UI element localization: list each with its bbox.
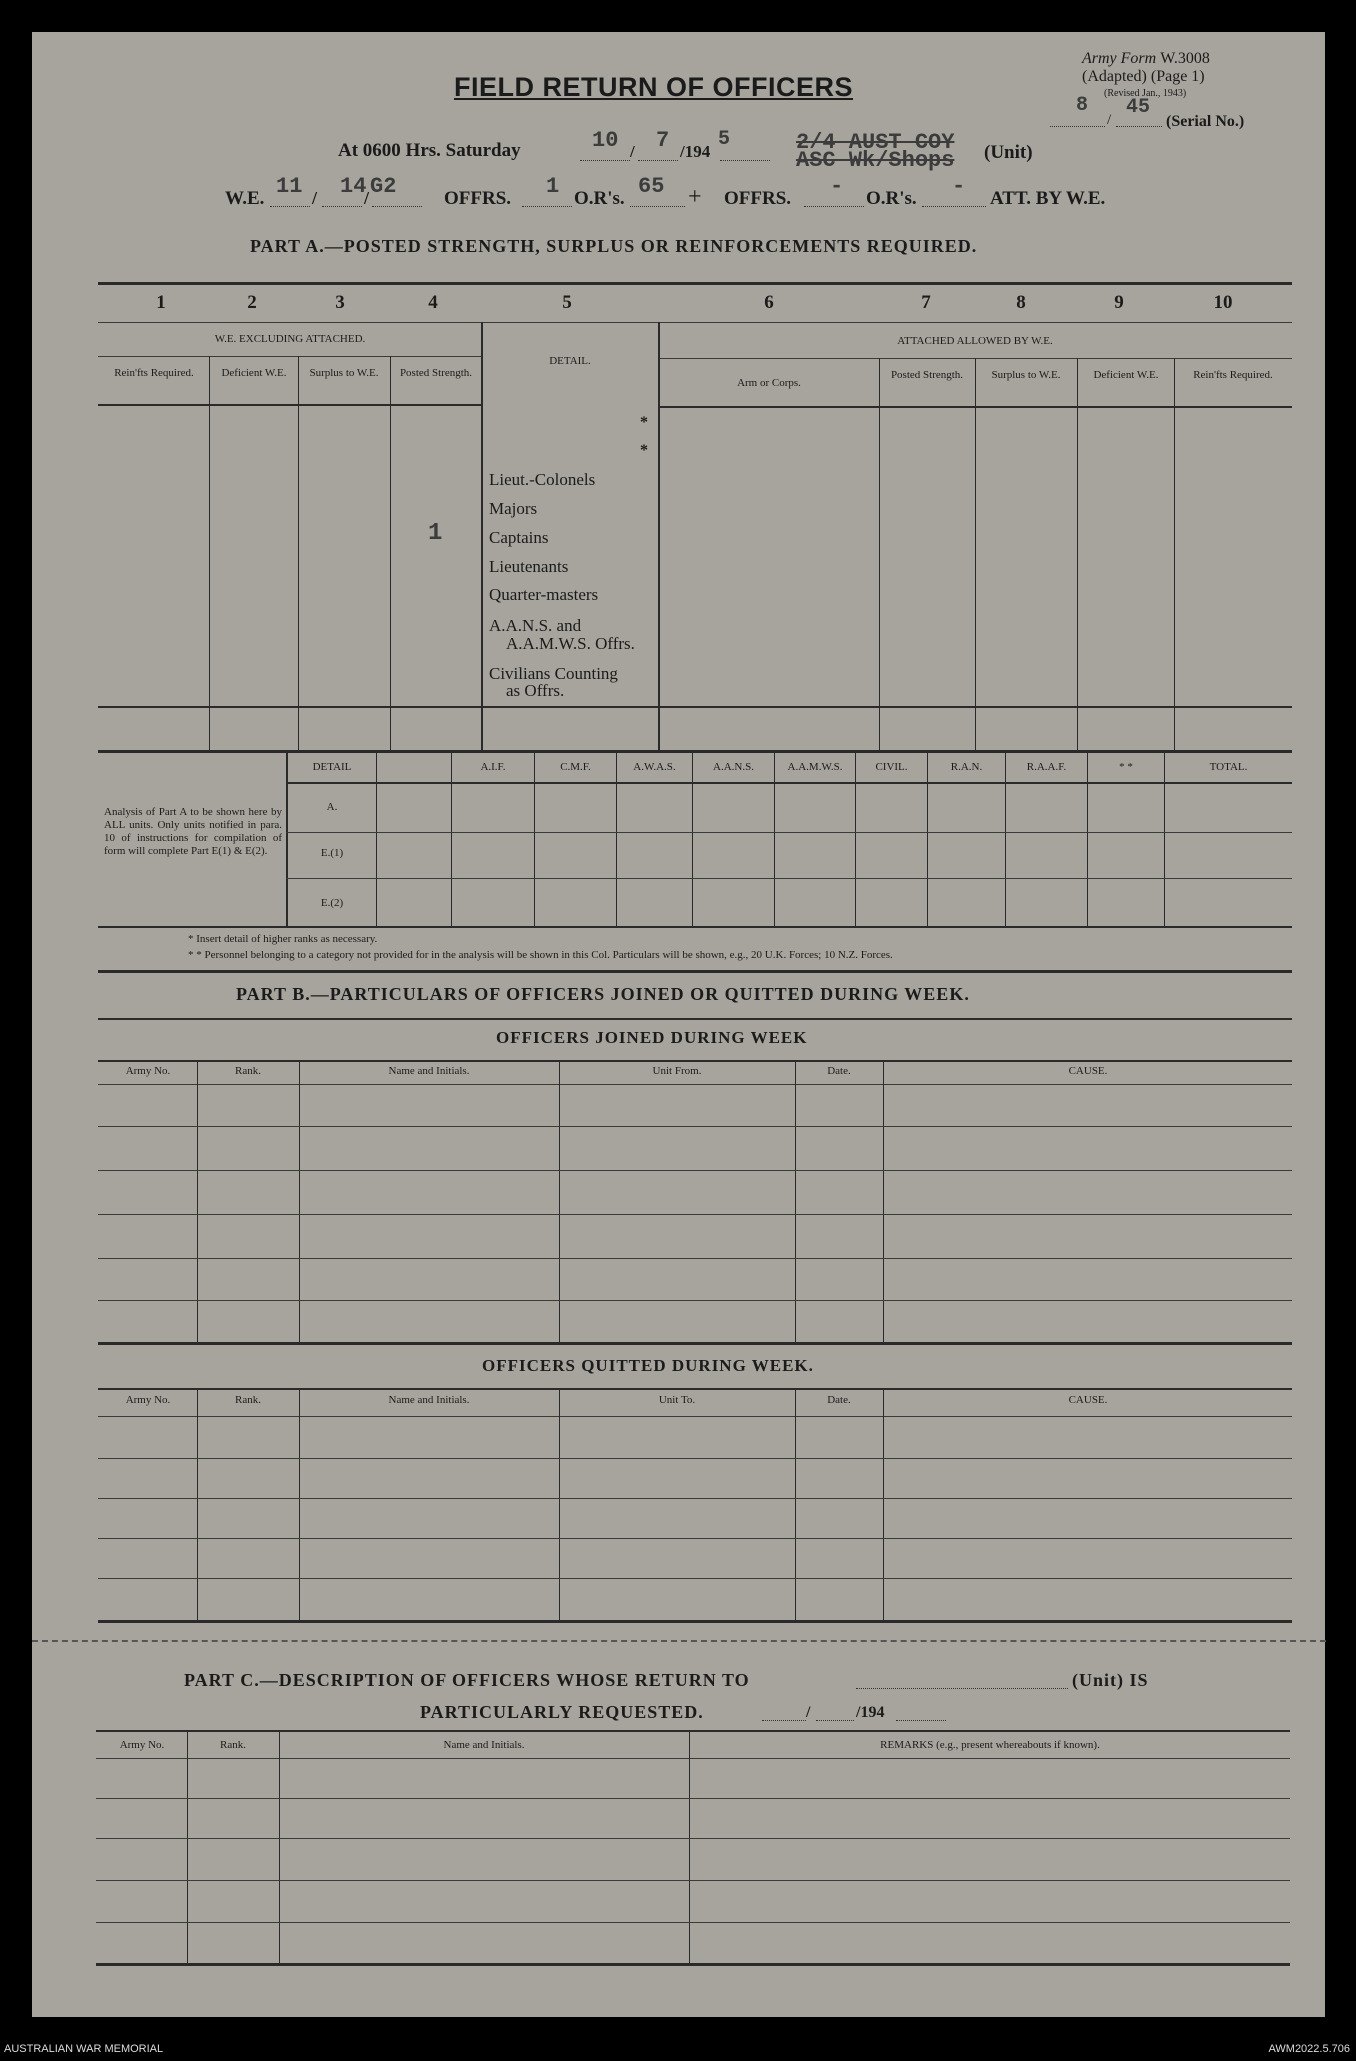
part-c-header-rule (96, 1758, 1290, 1759)
joined-col-unit-from: Unit From. (652, 1065, 702, 1077)
col-deficient: Deficient W.E. (221, 367, 287, 379)
rank-captains: Captains (489, 528, 549, 547)
part-c-heading-2: PARTICULARLY REQUESTED. (420, 1702, 704, 1722)
serial-label: (Serial No.) (1166, 113, 1245, 130)
part-c-date-line-1 (762, 1720, 806, 1721)
unit-typed-1: 2/4 AUST COY (796, 130, 955, 155)
aans-line-1: A.A.N.S. and (489, 616, 582, 635)
we-line-3 (372, 206, 422, 207)
we-value-2: 14 (340, 174, 367, 199)
vline-b3 (534, 752, 535, 926)
quitted-row-1 (98, 1458, 1292, 1459)
serial-typed: 8 (1076, 94, 1089, 117)
joined-col-date: Date. (827, 1065, 851, 1077)
serial-typed-2: 45 (1126, 96, 1151, 119)
vline-b4 (616, 752, 617, 926)
vline-c1 (187, 1730, 188, 1964)
analysis-h-detail: DETAIL (312, 761, 352, 773)
col-number-5: 5 (562, 292, 572, 313)
date-year: 5 (718, 128, 731, 151)
col-number-9: 9 (1114, 292, 1124, 313)
analysis-row-e2: E.(2) (320, 897, 344, 909)
we-value-1: 11 (276, 174, 303, 199)
part-c-row-3 (96, 1880, 1290, 1881)
part-c-col-army-no: Army No. (119, 1739, 165, 1751)
quitted-row-4 (98, 1578, 1292, 1579)
col-deficient-2: Deficient W.E. (1093, 369, 1159, 381)
vline-q1 (197, 1388, 198, 1620)
part-a-bottom-rule (98, 750, 1292, 753)
vline-q5 (883, 1388, 884, 1620)
col-number-4: 4 (428, 292, 438, 313)
col-number-6: 6 (764, 292, 774, 313)
col-surplus: Surplus to W.E. (309, 367, 379, 379)
quitted-col-army-no: Army No. (125, 1394, 171, 1406)
footer-accession: AWM2022.5.706 (1268, 2043, 1350, 2055)
col-number-3: 3 (335, 292, 345, 313)
col-number-8: 8 (1016, 292, 1026, 313)
vline-a2 (298, 356, 299, 750)
analysis-h-aamws: A.A.M.W.S. (787, 761, 843, 773)
offrs2-label: OFFRS. (724, 188, 792, 209)
army-form-label (1082, 50, 1210, 68)
vline-a1 (209, 356, 210, 750)
rank-majors: Majors (489, 499, 538, 518)
quitted-cols-top (98, 1388, 1292, 1390)
attached-allowed-header: ATTACHED ALLOWED BY W.E. (897, 335, 1053, 347)
col-number-10: 10 (1213, 292, 1233, 313)
vline-a9 (1174, 358, 1175, 752)
joined-col-name: Name and Initials. (388, 1065, 470, 1077)
analysis-h-civil: CIVIL. (875, 761, 908, 773)
analysis-row-rule-1 (286, 832, 1292, 833)
part-c-col-rank: Rank. (220, 1739, 246, 1751)
part-a-top-rule (98, 282, 1292, 285)
vline-a7 (975, 358, 976, 752)
analysis-h-total: TOTAL. (1209, 761, 1248, 773)
part-a-heading: PART A.—POSTED STRENGTH, SURPLUS OR REINFORCEMENTS REQUIRED. (250, 236, 978, 256)
plus-sign: + (688, 184, 702, 210)
joined-heading: OFFICERS JOINED DURING WEEK (496, 1028, 808, 1047)
serial-line-2 (1116, 126, 1162, 127)
date-year-prefix: /194 (680, 142, 711, 161)
footnote-2: * * Personnel belonging to a category not provided for in the analysis will be shown in this Col. Particulars will be shown, e.g., 20 U.K. Forces; 10 N.Z. Forces. (188, 949, 893, 961)
offrs2-value: - (830, 174, 844, 199)
att-label: ATT. BY W.E. (990, 188, 1106, 209)
analysis-row-e1: E.(1) (320, 847, 344, 859)
part-c-unit-line (856, 1688, 1068, 1689)
vline-b11 (1164, 752, 1165, 926)
part-c-col-name: Name and Initials. (443, 1739, 525, 1751)
part-c-row-1 (96, 1798, 1290, 1799)
page-title: FIELD RETURN OF OFFICERS (454, 72, 853, 102)
col-number-7: 7 (921, 292, 931, 313)
ors2-line (922, 206, 986, 207)
col-number-2: 2 (247, 292, 257, 313)
revised-date: (Revised Jan., 1943) (1104, 88, 1187, 99)
colnum-rule (98, 322, 1292, 323)
part-a-totals-rule (98, 706, 1292, 708)
analysis-h-raaf: R.A.A.F. (1026, 761, 1067, 773)
vline-c2 (279, 1730, 280, 1964)
rank-quartermasters: Quarter-masters (489, 585, 599, 604)
analysis-h-ran: R.A.N. (950, 761, 983, 773)
part-b-heading: PART B.—PARTICULARS OF OFFICERS JOINED OR QUITTED DURING WEEK. (236, 984, 970, 1004)
date-year-line (720, 160, 770, 161)
quitted-col-cause: CAUSE. (1068, 1394, 1108, 1406)
quitted-col-name: Name and Initials. (388, 1394, 470, 1406)
joined-col-army-no: Army No. (125, 1065, 171, 1077)
col-reinfts-2: Rein'fts Required. (1193, 369, 1273, 381)
vline-a8 (1077, 358, 1078, 752)
part-b-top-rule (98, 970, 1292, 973)
vline-q3 (559, 1388, 560, 1620)
analysis-h-aif: A.I.F. (480, 761, 506, 773)
footer-credit: AUSTRALIAN WAR MEMORIAL (4, 2043, 164, 2055)
vline-b1 (376, 752, 377, 926)
unit-typed-2: ASC Wk/Shops (796, 148, 955, 173)
vline-a5 (658, 322, 660, 752)
col-posted-2: Posted Strength. (890, 369, 964, 381)
unit-label: (Unit) (984, 142, 1033, 163)
joined-row-2 (98, 1170, 1292, 1171)
joined-col-cause: CAUSE. (1068, 1065, 1108, 1077)
ors-value: 65 (638, 174, 665, 199)
joined-row-1 (98, 1126, 1292, 1127)
joined-top-rule (98, 1018, 1292, 1020)
analysis-h-awas: A.W.A.S. (633, 761, 676, 773)
we-header-bottom (98, 404, 482, 406)
star-1: * (640, 414, 648, 431)
analysis-bottom-rule (98, 926, 1292, 928)
serial-line-1 (1050, 126, 1105, 127)
captains-posted-strength: 1 (428, 520, 443, 547)
civilians-line-2: as Offrs. (506, 681, 565, 700)
detail-header: DETAIL. (549, 355, 591, 367)
vline-c3 (689, 1730, 690, 1964)
quitted-col-date: Date. (827, 1394, 851, 1406)
col-surplus-2: Surplus to W.E. (991, 369, 1061, 381)
vline-b8 (927, 752, 928, 926)
rank-lieutenants: Lieutenants (489, 557, 569, 576)
we-sub-rule (98, 356, 482, 357)
offrs-line (522, 206, 572, 207)
part-c-bottom-rule (96, 1963, 1290, 1966)
ors-label: O.R's. (574, 188, 625, 209)
offrs-label: OFFRS. (444, 188, 512, 209)
quitted-row-3 (98, 1538, 1292, 1539)
part-c-date-line-3 (896, 1720, 946, 1721)
tear-line (32, 1640, 1326, 1642)
aans-line-2: A.A.M.W.S. Offrs. (506, 634, 635, 653)
joined-col-rank: Rank. (235, 1065, 261, 1077)
part-c-heading-unit: (Unit) IS (1072, 1670, 1149, 1690)
civilians-line-1: Civilians Counting (489, 664, 618, 683)
date-month: 7 (656, 128, 670, 153)
time-label: At 0600 Hrs. Saturday (338, 140, 521, 161)
ors2-value: - (952, 174, 966, 199)
part-c-col-remarks: REMARKS (e.g., present whereabouts if known). (880, 1739, 1100, 1751)
joined-row-5 (98, 1300, 1292, 1301)
vline-b5 (692, 752, 693, 926)
date-day: 10 (592, 128, 619, 153)
analysis-row-rule-2 (286, 878, 1292, 879)
vline-b9 (1005, 752, 1006, 926)
date-day-line (580, 160, 630, 161)
joined-header-rule (98, 1084, 1292, 1085)
quitted-row-2 (98, 1498, 1292, 1499)
we-label: W.E. (225, 188, 265, 209)
we-line-2 (322, 206, 362, 207)
joined-row-3 (98, 1214, 1292, 1215)
vline-b10 (1087, 752, 1088, 926)
vline-q2 (299, 1388, 300, 1620)
analysis-h-other: * * (1119, 761, 1133, 773)
col-reinfts: Rein'fts Required. (114, 367, 194, 379)
we-value-3: G2 (370, 174, 397, 199)
star-2: * (640, 442, 648, 459)
we-line-1 (270, 206, 310, 207)
part-c-row-4 (96, 1922, 1290, 1923)
vline-b6 (774, 752, 775, 926)
analysis-h-cmf: C.M.F. (560, 761, 591, 773)
part-c-date-194: /194 (856, 1704, 885, 1721)
we-excluding-header: W.E. EXCLUDING ATTACHED. (214, 333, 366, 345)
col-arm-corps: Arm or Corps. (737, 377, 801, 389)
part-c-date-line-2 (816, 1720, 854, 1721)
quitted-header-rule (98, 1416, 1292, 1417)
vline-b7 (855, 752, 856, 926)
offrs-value: 1 (546, 174, 560, 199)
quitted-col-unit-to: Unit To. (658, 1394, 696, 1406)
date-month-line (638, 160, 678, 161)
analysis-header-rule (286, 782, 1292, 784)
footnote-1: * Insert detail of higher ranks as necessary. (188, 933, 378, 945)
col-number-1: 1 (156, 292, 166, 313)
analysis-row-a: A. (326, 801, 338, 813)
rank-lieut-colonels: Lieut.-Colonels (489, 470, 596, 489)
part-c-heading-1: PART C.—DESCRIPTION OF OFFICERS WHOSE RETURN TO (184, 1670, 750, 1690)
vline-a4 (481, 322, 483, 750)
col-posted: Posted Strength. (399, 367, 473, 379)
vline-a6 (879, 358, 880, 752)
part-c-top-rule (96, 1730, 1290, 1732)
quitted-bottom-rule (98, 1620, 1292, 1623)
offrs2-line (804, 206, 864, 207)
quitted-heading: OFFICERS QUITTED DURING WEEK. (482, 1356, 814, 1375)
army-form-text: Army Form (1082, 50, 1157, 67)
analysis-h-aans: A.A.N.S. (713, 761, 754, 773)
joined-row-4 (98, 1258, 1292, 1259)
vline-a3 (390, 356, 391, 750)
joined-bottom-rule (98, 1342, 1292, 1345)
vline-b2 (451, 752, 452, 926)
ors-line (630, 206, 685, 207)
adapted-line: (Adapted) (Page 1) (1082, 68, 1205, 85)
vline-q4 (795, 1388, 796, 1620)
ors2-label: O.R's. (866, 188, 917, 209)
serial-slash: / (1107, 112, 1112, 128)
quitted-col-rank: Rank. (235, 1394, 261, 1406)
analysis-note: Analysis of Part A to be shown here by ALL units. Only units notified in para. 10 of instructions for compilation of form will complete Part E(1) & E(2). (104, 806, 282, 857)
part-c-row-2 (96, 1838, 1290, 1839)
joined-cols-top (98, 1060, 1292, 1062)
form-number: W.3008 (1160, 50, 1210, 67)
